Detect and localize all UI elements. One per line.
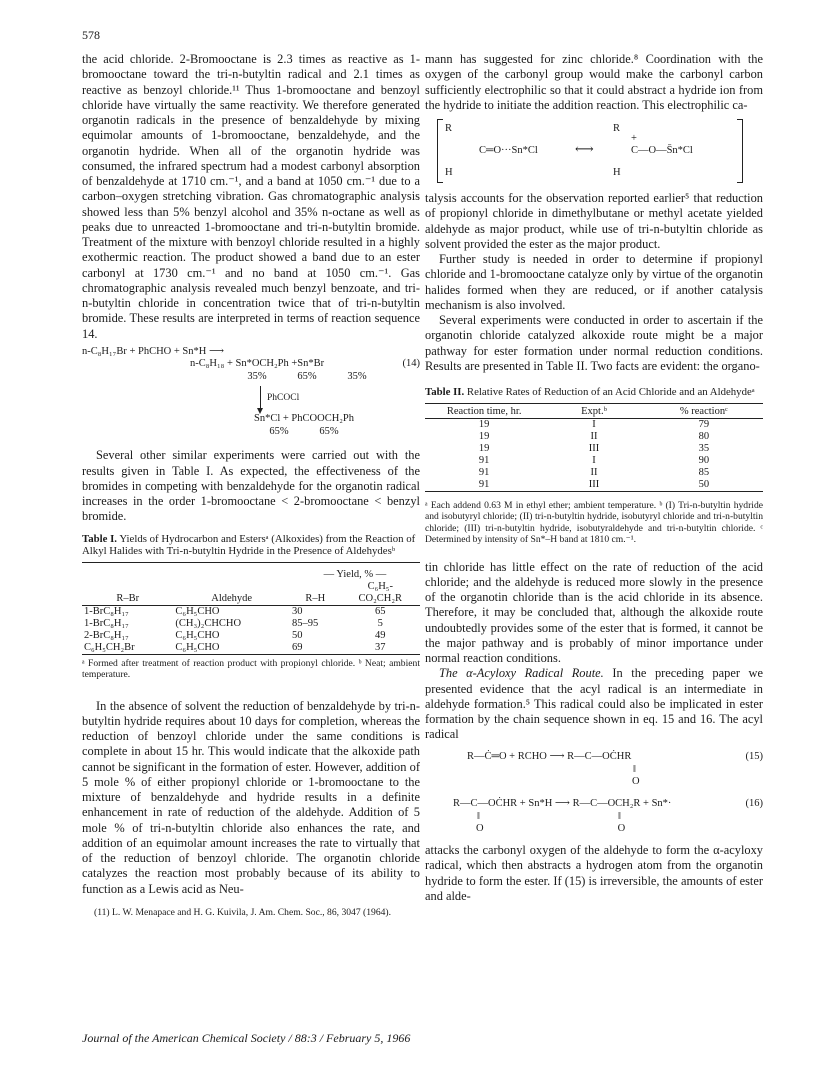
table-row (425, 443, 763, 455)
table-row (82, 630, 420, 642)
table-row (425, 418, 763, 431)
table-cell: 30 (291, 605, 303, 617)
table1-yield-header: — Yield, % — (290, 562, 420, 581)
table-cell: 85–95 (291, 617, 319, 629)
table-row (425, 479, 763, 492)
table-cell: 1-BrC₈H₁₇ (84, 617, 129, 629)
page-number: 578 (82, 28, 100, 42)
table-cell: 91 (425, 479, 543, 492)
scheme-plus: + (631, 133, 637, 144)
equation-14 (82, 346, 420, 439)
right-paragraph-3: Further study is needed in order to determine if propionyl chloride and 1-bromooctane catalyze only by virtue of the organotin halides formed when they are reduced, or if another catalysis mechanism is also involved. (425, 252, 763, 312)
section-title: The α-Acyloxy Radical Route. (439, 666, 604, 681)
scheme-left-center: C═O···Sn*Cl (479, 145, 538, 156)
eq14-yield: 65% (297, 370, 317, 382)
right-paragraph-7: attacks the carbonyl oxygen of the aldehyde to form the α-acyloxy radical, which then abstracts a hydrogen atom from the organotin hydride to form the ester. If (15) is irreversible, the amounts of ester and alde- (425, 843, 763, 903)
table-cell: 19 (478, 418, 490, 430)
eq16-text: R—C—OĊHR + Sn*H ⟶ R—C—OCH₂R + Sn*· (453, 797, 672, 809)
table-cell: I (592, 454, 596, 466)
table-cell: 19 (478, 430, 490, 442)
left-bracket (437, 119, 443, 183)
down-arrow-icon (260, 386, 261, 410)
eq14-yield: 65% (319, 425, 339, 437)
right-column (425, 52, 763, 904)
table-cell: III (543, 479, 644, 492)
scheme-r-right: R (613, 123, 621, 134)
eq14-number: (14) (402, 358, 420, 370)
table-cell: II (590, 430, 598, 442)
table1-footnote: ᵃ Formed after treatment of reaction product with propionyl chloride. ᵇ Neat; ambient temperature. (82, 657, 420, 680)
table2-caption-text: Relative Rates of Reduction of an Acid Chloride and an Aldehydeᵃ (466, 386, 755, 398)
resonance-scheme (425, 119, 763, 183)
table1-header-rh: R–H (290, 593, 341, 606)
table1-header-rbr: R–Br (82, 593, 173, 606)
equation-15: R—Ċ═O + RCHO ⟶ R—C—OĊHR (15) ‖ O (467, 750, 763, 787)
table-1 (82, 562, 420, 655)
table-cell: (CH₃)₂CHCHO (175, 617, 242, 629)
table-cell: C₆H₅CH₂Br (82, 642, 173, 655)
eq15-oxygen: O (632, 775, 640, 787)
left-paragraph-2: Several other similar experiments were carried out with the results given in Table I. As expected, the effectiveness of the bromides in competing with benzaldehyde for the organotin radical increases in the order 1-bromooctane < 2-bromooctane < benzyl bromide. (82, 448, 420, 524)
eq14-line3: Sn*Cl + PhCOOCH₂Ph (254, 413, 355, 425)
table-cell: 50 (645, 479, 763, 492)
table1-label: Table I. (82, 532, 118, 545)
table2-caption (425, 386, 763, 399)
table-cell: C₆H₅CHO (175, 629, 220, 641)
eq14-line1: n-C₈H₁₇Br + PhCHO + Sn*H ⟶ (82, 345, 225, 357)
right-paragraph-6-text: In the preceding paper we presented evidence that the acyl radical is an intermediate in aldehyde formation.⁵ This radical could also be implicated in ester formation by the chain sequence shown in eq. 15 and 16. The acyl radical (425, 666, 763, 742)
table-cell: 69 (290, 642, 341, 655)
eq14-yield: 35% (247, 370, 267, 382)
table2-header-reaction: % reactionᶜ (645, 403, 763, 418)
table-row (425, 431, 763, 443)
eq15-number: (15) (745, 750, 763, 762)
eq16-oxygen-2: O (617, 823, 626, 834)
table-cell: II (590, 466, 598, 478)
table-cell: I (592, 418, 596, 430)
table1-caption (82, 533, 420, 558)
table2-footnote: ᵃ Each addend 0.63 M in ethyl ether; ambient temperature. ᵇ (I) Tri-n-butyltin hydride and isobutyryl chloride; (II) tri-n-butyltin hydride, isobutyryl chloride and tri-n-butyltin chloride; (III) tri-n-butyltin hydride, isobutyraldehyde and tri-n-butyltin chloride. ᶜ Determined by intensity of Sn*–H band at 1810 cm.⁻¹. (425, 499, 763, 545)
table-cell: 80 (698, 430, 710, 442)
table1-header-ester: CO₂CH₂R (341, 593, 420, 606)
table-cell: III (588, 442, 600, 454)
table-cell: 91 (478, 454, 490, 466)
left-paragraph-1: the acid chloride. 2-Bromooctane is 2.3 times as reactive as 1-bromooctane toward the tri-n-butyltin radical and 2.1 times as reactive as benzoyl chloride.¹¹ Thus 1-bromooctane and benzoyl chloride have virtually the same reactivity. We therefore generated organotin radicals in the presence of benzaldehyde by mixing equimolar amounts of 1-bromooctane, benzaldehyde, and the organotin hydride. When all of the organotin hydride was consumed, the infrared spectrum had a modest carbonyl absorption of benzaldehyde at 1710 cm.⁻¹, and a band at 1050 cm.⁻¹ due to a carbon–oxygen stretching vibration. Gas chromatographic analysis showed less than 5% benzyl alcohol and 35% n-octane as well as peaks due to unreacted 1-bromooctane and tri-n-butyltin bromide. Treatment of the mixture with benzoyl chloride resulted in a highly exothermic reaction. The product showed a band due to an ester carbonyl at 1730 cm.⁻¹ and no band at 1050 cm.⁻¹. Gas chromatographic analysis revealed much benzyl benzoate, and tri-n-butyltin chloride in concentration twice that of tri-n-butyltin bromide. These results are interpreted in terms of reaction sequence 14. (82, 52, 420, 341)
table-cell: 85 (698, 466, 710, 478)
table-cell: 5 (377, 617, 383, 629)
table-cell: C₆H₅CHO (173, 642, 290, 655)
table-cell: 91 (478, 466, 490, 478)
table1-caption-text: Yields of Hydrocarbon and Estersᵃ (Alkoxides) from the Reaction of Alkyl Halides with Tri-n-butyltin Hydride in the Presence of Aldehydesᵇ (82, 532, 416, 557)
table2-label: Table II. (425, 386, 465, 398)
right-paragraph-2: talysis accounts for the observation reported earlier⁵ that reduction of propionyl chloride in dimethylbutane or methyl acetate yielded aldehyde as major product, while use of tri-n-butyltin chloride as solvent provided the ester as the major product. (425, 191, 763, 251)
table-cell: 35 (698, 442, 710, 454)
journal-footer: Journal of the American Chemical Society / 88:3 / February 5, 1966 (82, 1031, 411, 1045)
equation-16: R—C—OĊHR + Sn*H ⟶ R—C—OCH₂R + Sn*· (16) ‖ ‖ O O (453, 797, 763, 834)
left-paragraph-3: In the absence of solvent the reduction of benzaldehyde by tri-n-butyltin hydride requires about 10 days for completion, whereas the reduction of benzoyl chloride under the same conditions is complete in about 15 hr. This would indicate that the alkoxide path cannot be significant in the formation of ester. However, addition of 5 mole % of either propionyl chloride or 1-bromooctane to the mixture of benzaldehyde and hydride results in a definite enhancement in rate of reduction of the aldehyde. Addition of 5 mole % of tri-n-butyltin chloride also enhances the rate, and addition of an equimolar amount increases the rate to virtually that of the reduction of benzoyl chloride. The organotin chloride catalyzes the reaction most probably because of its ability to function as a Lewis acid as Neu- (82, 698, 420, 896)
table-cell: 65 (375, 605, 386, 617)
eq14-line2: n-C₈H₁₈ + Sn*OCH₂Ph +Sn*Br (190, 358, 325, 370)
scheme-r-left: R (445, 123, 453, 134)
table-cell: 79 (698, 418, 710, 430)
eq16-oxygen-1: O (476, 823, 484, 834)
eq14-yield: 35% (347, 370, 367, 382)
right-paragraph-4: Several experiments were conducted in order to ascertain if the organotin chloride catalyzed alkoxide route might be a major pathway for ester formation under normal reduction conditions. Results are presented in Table II. Two facts are evident: the organo- (425, 313, 763, 373)
table-row (425, 455, 763, 467)
table-cell: 2-BrC₈H₁₇ (84, 629, 129, 641)
table-row (82, 642, 420, 655)
reference-11: (11) L. W. Menapace and H. G. Kuivila, J. Am. Chem. Soc., 86, 3047 (1964). (94, 906, 392, 918)
table-2 (425, 403, 763, 492)
table-row (425, 467, 763, 479)
table1-header-aldehyde: Aldehyde (173, 593, 290, 606)
resonance-arrow-icon: ⟷ (575, 141, 594, 156)
table1-c6h5-header: C₆H₅- (367, 580, 393, 592)
scheme-h-right: H (613, 167, 621, 178)
eq16-number: (16) (745, 797, 763, 809)
eq15-text: R—Ċ═O + RCHO ⟶ R—C—OĊHR (467, 750, 632, 762)
table-cell: 90 (698, 454, 710, 466)
table-cell: 19 (478, 442, 490, 454)
table-cell: 37 (341, 642, 420, 655)
eq14-yield: 65% (269, 425, 289, 437)
scheme-right-center: C—O—S̄n*Cl (631, 145, 693, 156)
right-paragraph-5: tin chloride has little effect on the rate of reduction of the acid chloride; and the aldehyde is reduced more slowly in the presence of the organotin chloride than is the acid chloride in its absence. Therefore, it may be concluded that, although the alkoxide route undoubtedly provides some of the ester that is formed, it cannot be the major pathway and is probably of minor importance under normal reaction conditions. (425, 559, 763, 665)
table-cell: 1-BrC₈H₁₇ (84, 605, 129, 617)
right-paragraph-6 (425, 666, 763, 742)
right-bracket (737, 119, 743, 183)
table-row (82, 618, 420, 630)
table-cell: C₆H₅CHO (175, 605, 220, 617)
eq14-reagent: PhCOCl (267, 393, 300, 403)
table-cell: 49 (375, 629, 386, 641)
table-row (82, 605, 420, 618)
scheme-h-left: H (445, 167, 453, 178)
table-cell: 50 (291, 629, 303, 641)
table2-header-expt: Expt.ᵇ (543, 403, 644, 418)
table2-header-time: Reaction time, hr. (425, 403, 543, 418)
right-paragraph-1: mann has suggested for zinc chloride.⁸ Coordination with the oxygen of the carbonyl group would make the carbonyl carbon sufficiently electrophilic so that it could abstract a hydride ion from the hydride to initiate the addition reaction. This electrophilic ca- (425, 52, 763, 112)
left-column (82, 52, 420, 918)
